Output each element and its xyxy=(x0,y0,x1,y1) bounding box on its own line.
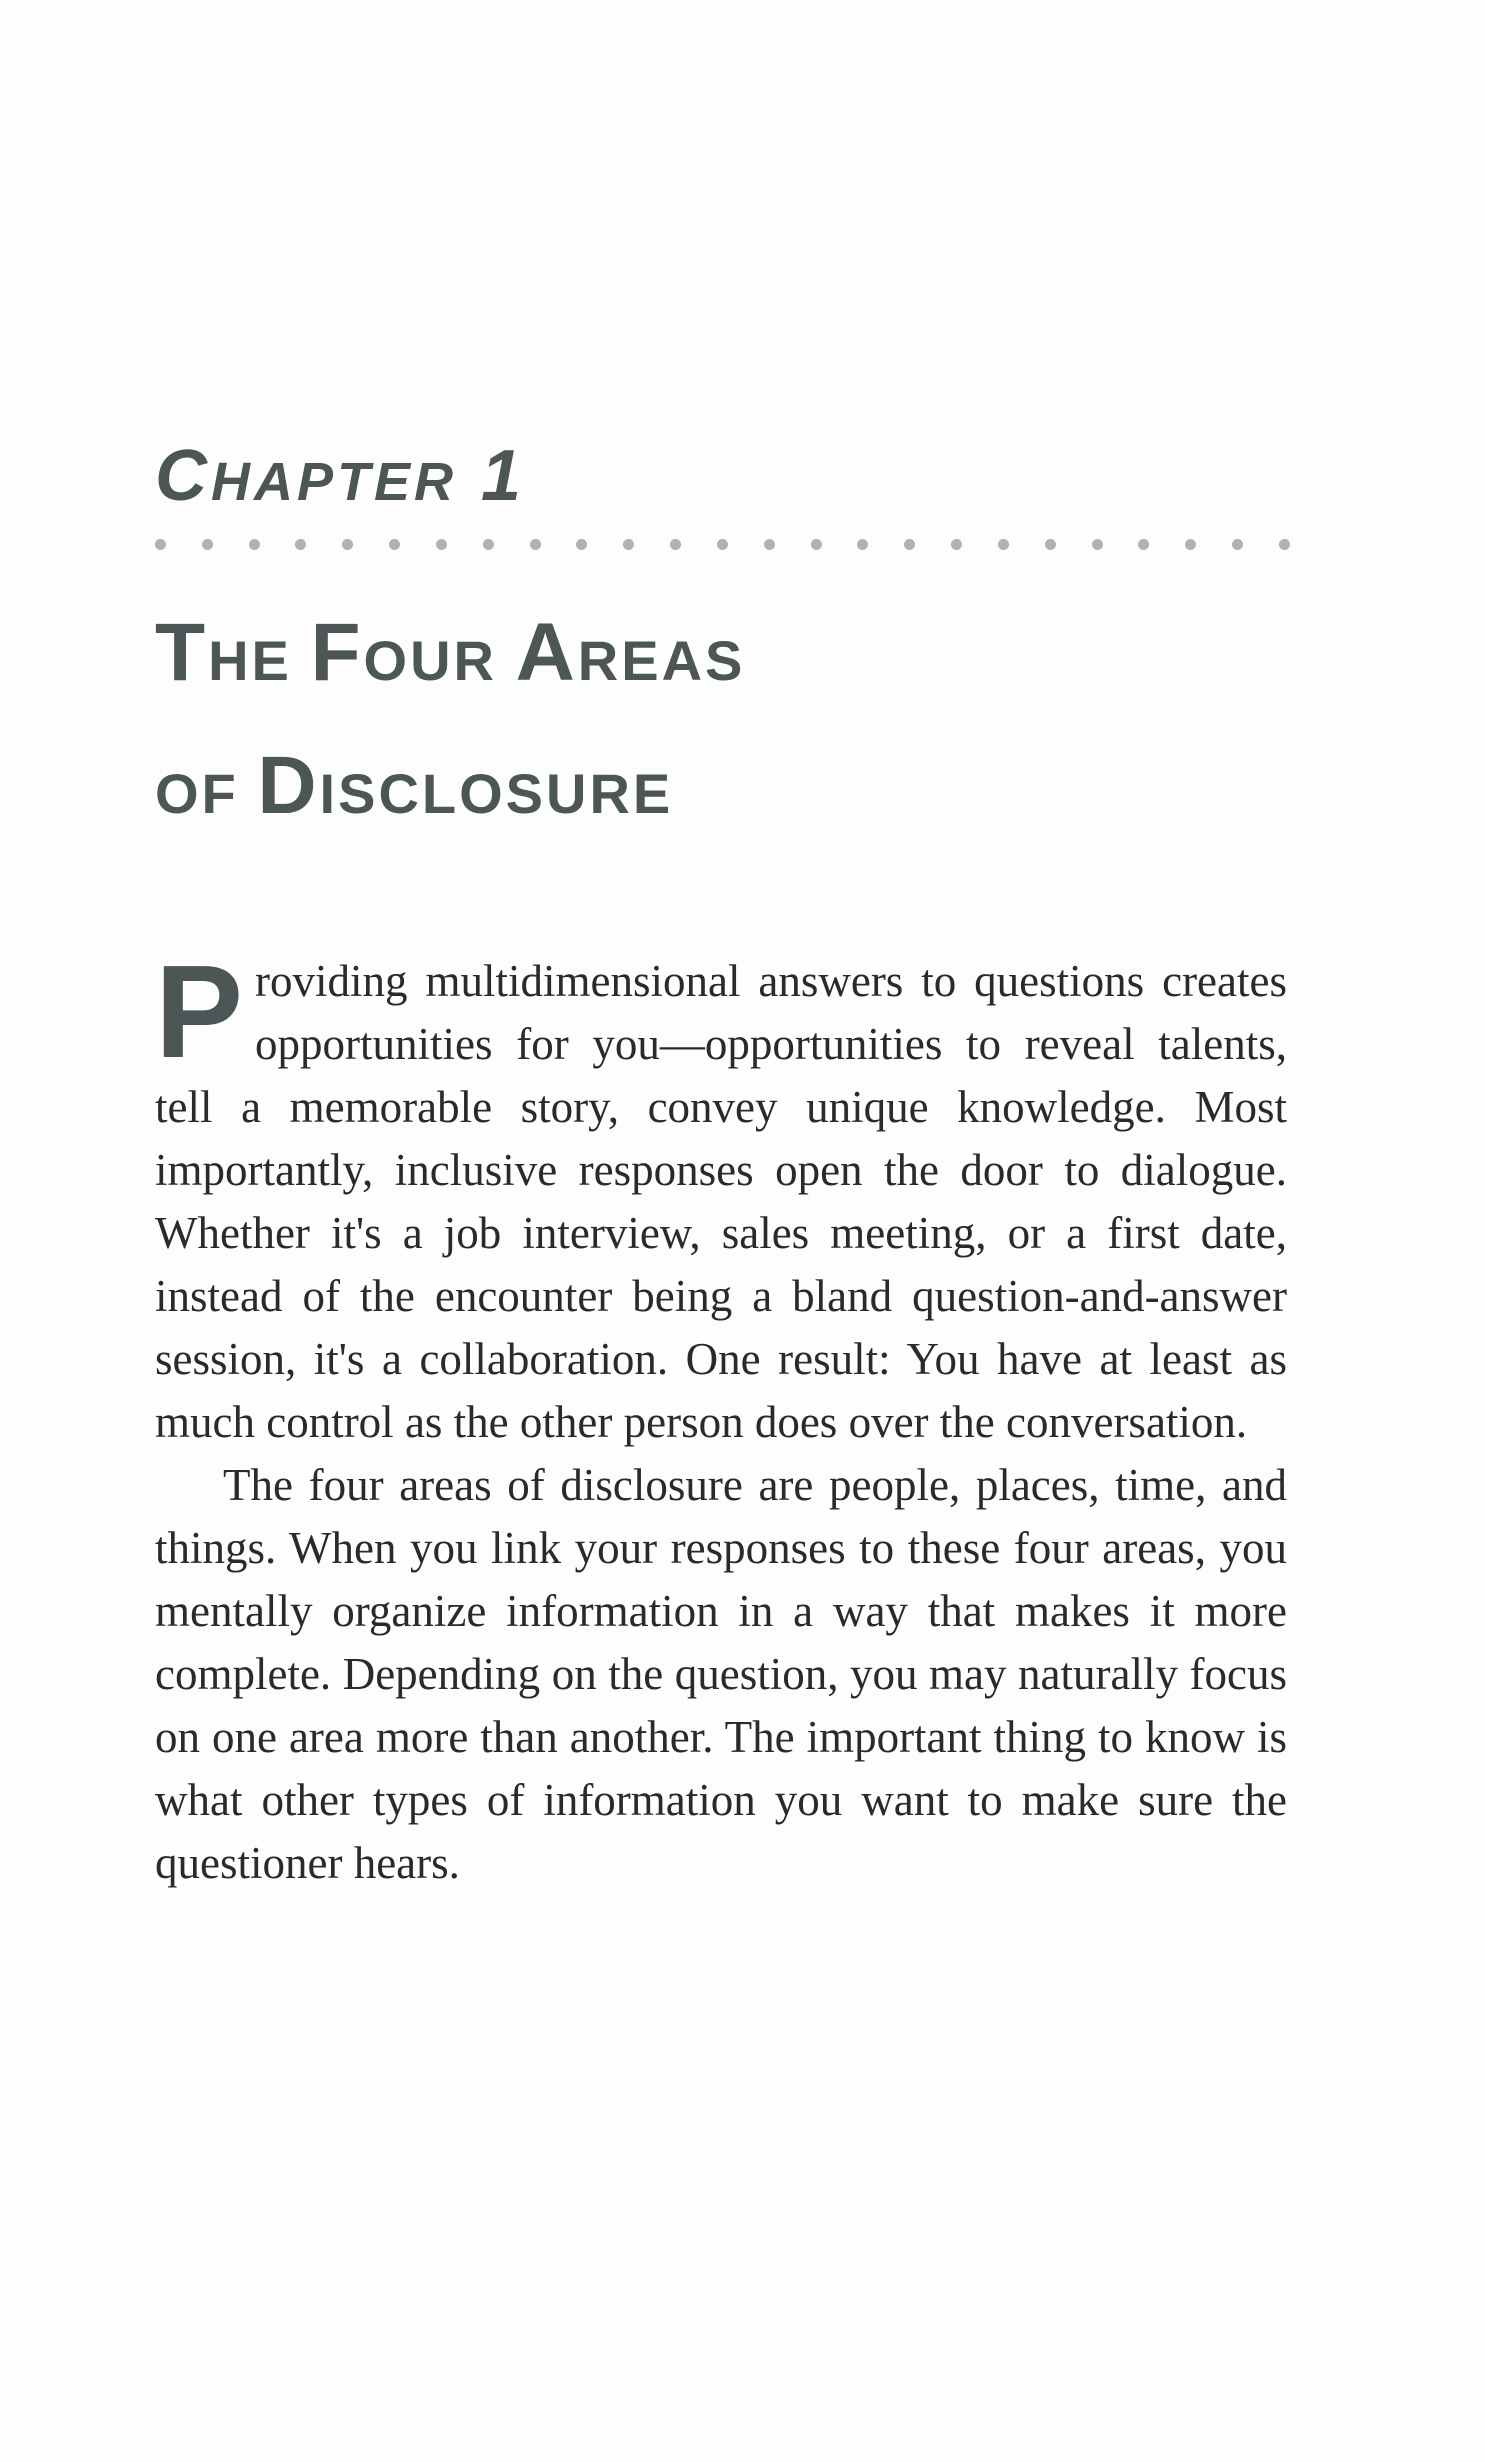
dotted-divider xyxy=(155,534,1290,554)
paragraph-2: The four areas of disclosure are people, places, time, and things. When you link your responses to these four areas, you mentally organize information in a way that makes it more complete. Depending on the question, you may naturally focus on one area more than another. The important thing to know is what other types of information you want to make sure the questioner hears. xyxy=(155,1460,1287,1888)
body-text xyxy=(155,938,1287,1895)
paragraph-1 xyxy=(155,938,1287,1454)
paragraph-1-text: roviding multidimensional answers to questions creates opportunities for you—opportunities to reveal talents, tell a memorable story, convey unique knowledge. Most importantly, inclusive responses open the door to dialogue. Whether it's a job interview, sales meeting, or a first date, instead of the encounter being a bland question-and-answer session, it's a collaboration. One result: You have at least as much control as the other person does over the conversation. xyxy=(155,956,1287,1447)
chapter-label xyxy=(155,436,526,516)
chapter-label-rest: HAPTER xyxy=(211,452,458,512)
chapter-label-initial: C xyxy=(155,436,211,516)
chapter-title-line-2: OF DISCLOSURE xyxy=(155,740,674,831)
chapter-number: 1 xyxy=(481,436,526,516)
chapter-title-line-1: THE FOUR AREAS xyxy=(155,607,746,698)
chapter-title xyxy=(155,590,745,856)
drop-cap: P xyxy=(155,938,244,1085)
